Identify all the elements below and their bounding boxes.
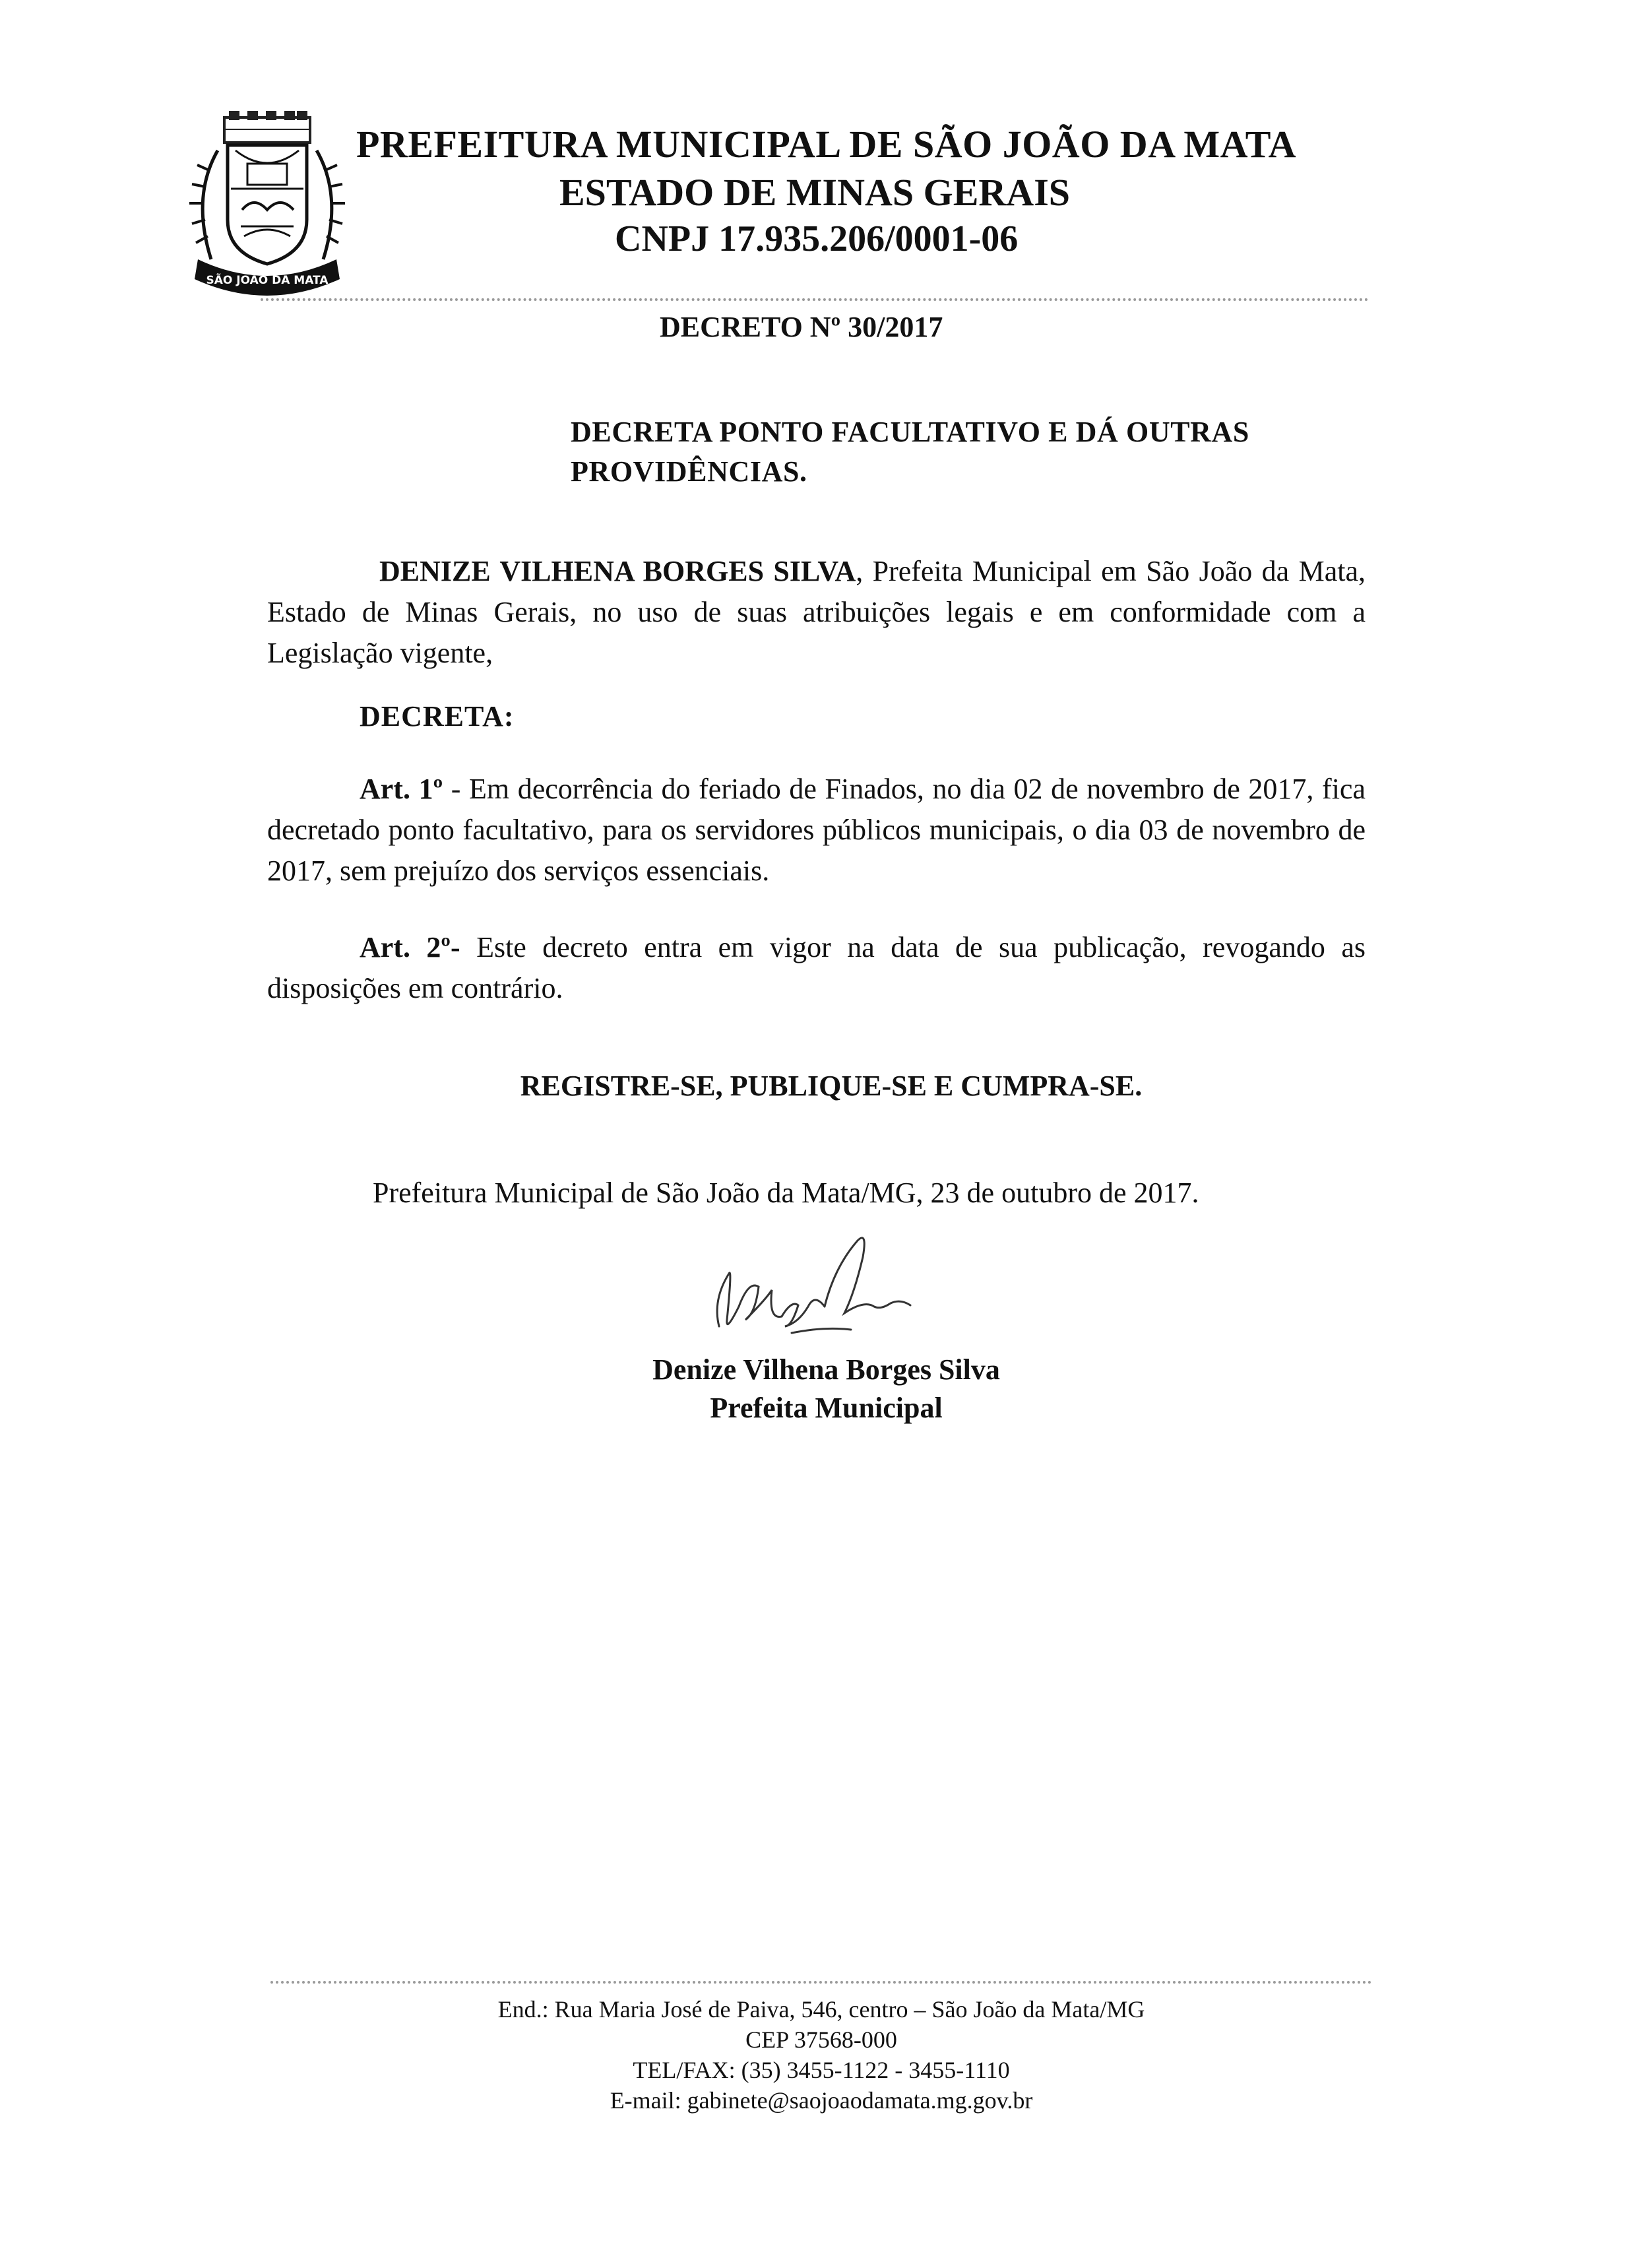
footer-phone: TEL/FAX: (35) 3455-1122 - 3455-1110 (633, 2057, 1010, 2083)
header-divider (261, 298, 1369, 301)
footer-cep: CEP 37568-000 (745, 2026, 897, 2053)
mayor-name: DENIZE VILHENA BORGES SILVA (379, 555, 856, 587)
closing-formula: REGISTRE-SE, PUBLIQUE-SE E CUMPRA-SE. (520, 1070, 1143, 1102)
decree-number: DECRETO Nº 30/2017 (660, 311, 943, 343)
place-date-line: Prefeitura Municipal de São João da Mata/MG, 23 de outubro de 2017. (373, 1177, 1199, 1209)
signer-name: Denize Vilhena Borges Silva (652, 1353, 1000, 1386)
footer-email: E-mail: gabinete@saojoaodamata.mg.gov.br (610, 2087, 1033, 2114)
article-2-text: Este decreto entra em vigor na data de sua publicação, revogando as disposições em contrário. (267, 931, 1366, 1004)
article-1-label: Art. 1º (360, 773, 443, 805)
footer-address: End.: Rua Maria José de Paiva, 546, centro – São João da Mata/MG (497, 1996, 1145, 2023)
article-2-label: Art. 2º- (360, 931, 460, 963)
article-2 (267, 927, 1366, 1009)
article-1 (267, 769, 1366, 891)
decreta-heading: DECRETA: (360, 700, 515, 732)
header-municipality: PREFEITURA MUNICIPAL DE SÃO JOÃO DA MATA (356, 123, 1296, 166)
intro-paragraph (267, 551, 1366, 674)
article-1-text: - Em decorrência do feriado de Finados, no dia 02 de novembro de 2017, fica decretado ponto facultativo, para os servidores públicos municipais, o dia 03 de novembro de 2017, sem prejuízo dos serviços essenciais. (267, 773, 1366, 887)
crest-banner-text: SÃO JOÃO DA MATA (206, 274, 329, 287)
header-state: ESTADO DE MINAS GERAIS (559, 171, 1071, 214)
handwritten-signature (693, 1227, 943, 1340)
footer-divider (270, 1981, 1372, 1984)
decree-ementa: DECRETA PONTO FACULTATIVO E DÁ OUTRAS PROVIDÊNCIAS. (571, 416, 1250, 488)
signer-role: Prefeita Municipal (710, 1392, 943, 1424)
municipal-crest-logo (181, 111, 353, 309)
header-cnpj: CNPJ 17.935.206/0001-06 (615, 218, 1019, 259)
intro-text: , Prefeita Municipal em São João da Mata, Estado de Minas Gerais, no uso de suas atribuições legais e em conformidade com a Legislação vigente, (267, 555, 1366, 669)
